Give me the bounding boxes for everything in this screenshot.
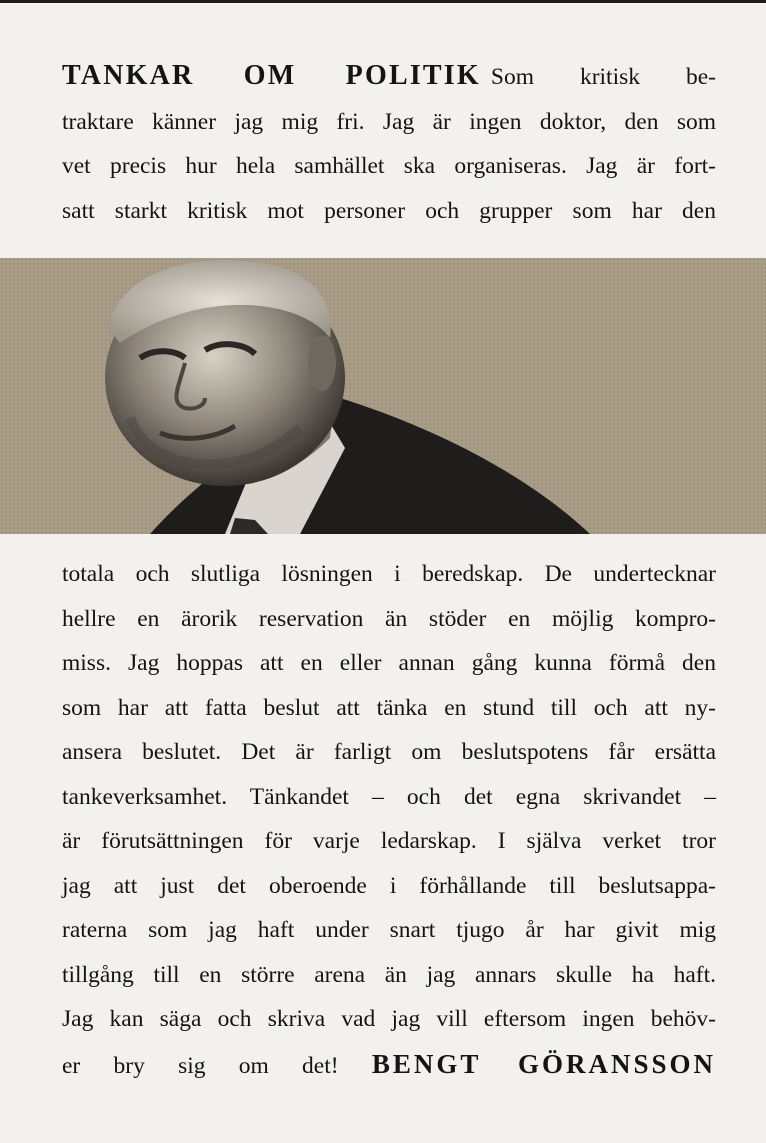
author-photo — [0, 258, 766, 534]
top-edge — [0, 0, 766, 3]
text-line: traktare känner jag mig fri. Jag är ingen doktor, den som — [62, 108, 716, 135]
text-line: vet precis hur hela samhället ska organiseras. Jag är fort- — [62, 153, 716, 179]
author-portrait-image — [0, 258, 766, 534]
book-title: TANKAR OM POLITIK — [62, 60, 481, 91]
bottom-text-block — [62, 552, 716, 1088]
top-text-block — [62, 54, 716, 233]
text-line: ansera beslutet. Det är farligt om beslutspotens får ersätta — [62, 739, 716, 765]
author-name: BENGT GÖRANSSON — [371, 1048, 717, 1079]
text-line: Jag kan säga och skriva vad jag vill eftersom ingen behöv- — [62, 1006, 716, 1032]
text-line-content: Som kritisk be- — [490, 64, 716, 90]
text-line: tankeverksamhet. Tänkandet – och det egna skrivandet – — [62, 783, 716, 810]
closing-line — [62, 1042, 716, 1089]
text-line — [62, 54, 716, 100]
text-line: som har att fatta beslut att tänka en stund till och att ny- — [62, 694, 716, 721]
text-line: miss. Jag hoppas att en eller annan gång kunna förmå den — [62, 650, 716, 676]
text-line: totala och slutliga lösningen i beredskap. De undertecknar — [62, 561, 716, 587]
text-line: tillgång till en större arena än jag annars skulle ha haft. — [62, 961, 716, 988]
closing-text: er bry sig om det! — [62, 1052, 339, 1079]
text-line: är förutsättningen för varje ledarskap. I själva verket tror — [62, 828, 716, 854]
text-line: satt starkt kritisk mot personer och grupper som har den — [62, 197, 716, 224]
text-line: jag att just det oberoende i förhållande till beslutsappa- — [62, 872, 716, 899]
text-line: raterna som jag haft under snart tjugo år har givit mig — [62, 917, 716, 943]
text-line: hellre en ärorik reservation än stöder en möjlig kompro- — [62, 605, 716, 632]
